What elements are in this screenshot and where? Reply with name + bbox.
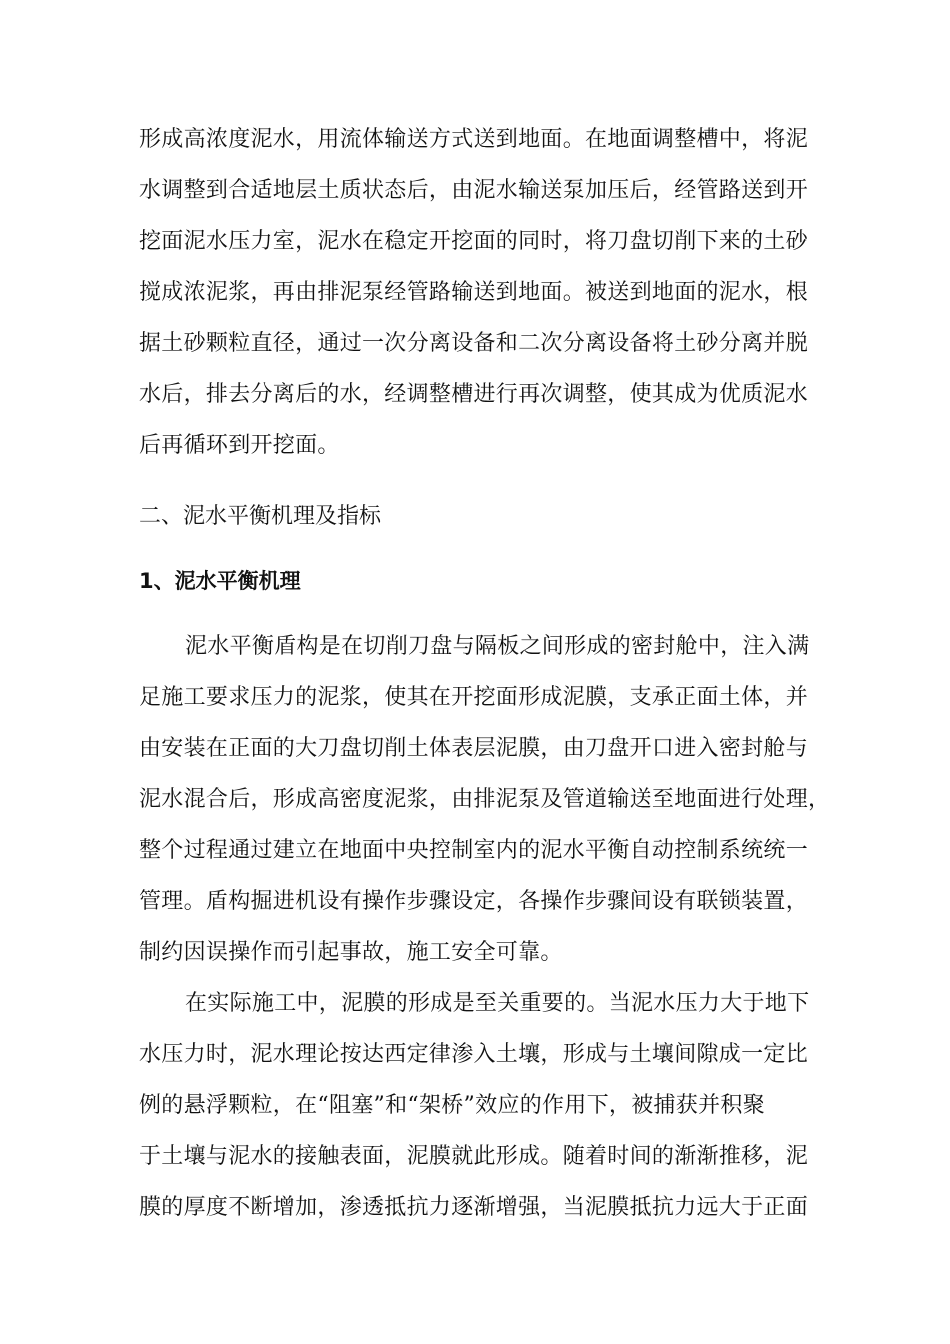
text-line: 后再循环到开挖面。 (139, 433, 340, 458)
text-line: 例的悬浮颗粒，在“阻塞”和“架桥”效应的作用下，被捕获并积聚 (139, 1093, 765, 1118)
text-line: 泥水平衡盾构是在切削刀盘与隔板之间形成的密封舱中，注入满 (185, 634, 810, 659)
section-heading: 二、泥水平衡机理及指标 (139, 504, 382, 529)
paragraph-mud-film (139, 985, 829, 1240)
text-line: 水调整到合适地层土质状态后，由泥水输送泵加压后，经管路送到开 (139, 178, 809, 203)
text-line: 整个过程通过建立在地面中央控制室内的泥水平衡自动控制系统统一 (139, 838, 809, 863)
text-line: 在实际施工中，泥膜的形成是至关重要的。当泥水压力大于地下 (185, 991, 810, 1016)
text-line: 搅成浓泥浆，再由排泥泵经管路输送到地面。被送到地面的泥水，根 (139, 280, 809, 305)
text-line: 泥水混合后，形成高密度泥浆，由排泥泵及管道输送至地面进行处理， (139, 787, 831, 812)
text-line: 于土壤与泥水的接触表面，泥膜就此形成。随着时间的渐渐推移，泥 (139, 1144, 809, 1169)
text-line: 足施工要求压力的泥浆，使其在开挖面形成泥膜，支承正面土体，并 (139, 685, 809, 710)
text-line: 形成高浓度泥水，用流体输送方式送到地面。在地面调整槽中，将泥 (139, 127, 809, 152)
text-line: 挖面泥水压力室，泥水在稳定开挖面的同时，将刀盘切削下来的土砂 (139, 229, 809, 254)
text-line: 制约因误操作而引起事故，施工安全可靠。 (139, 940, 563, 965)
subsection-heading: 1、泥水平衡机理 (139, 569, 301, 593)
text-line: 管理。盾构掘进机设有操作步骤设定，各操作步骤间设有联锁装置， (139, 889, 809, 914)
paragraph-mechanism (139, 628, 829, 985)
text-line: 由安装在正面的大刀盘切削土体表层泥膜，由刀盘开口进入密封舱与 (139, 736, 809, 761)
text-line: 据土砂颗粒直径，通过一次分离设备和二次分离设备将土砂分离并脱 (139, 331, 809, 356)
text-line: 膜的厚度不断增加，渗透抵抗力逐渐增强，当泥膜抵抗力远大于正面 (139, 1195, 809, 1220)
text-line: 水压力时，泥水理论按达西定律渗入土壤，形成与土壤间隙成一定比 (139, 1042, 809, 1067)
text-line: 水后，排去分离后的水，经调整槽进行再次调整，使其成为优质泥水 (139, 382, 809, 407)
paragraph-continued (139, 121, 829, 478)
document-body (139, 121, 829, 1240)
